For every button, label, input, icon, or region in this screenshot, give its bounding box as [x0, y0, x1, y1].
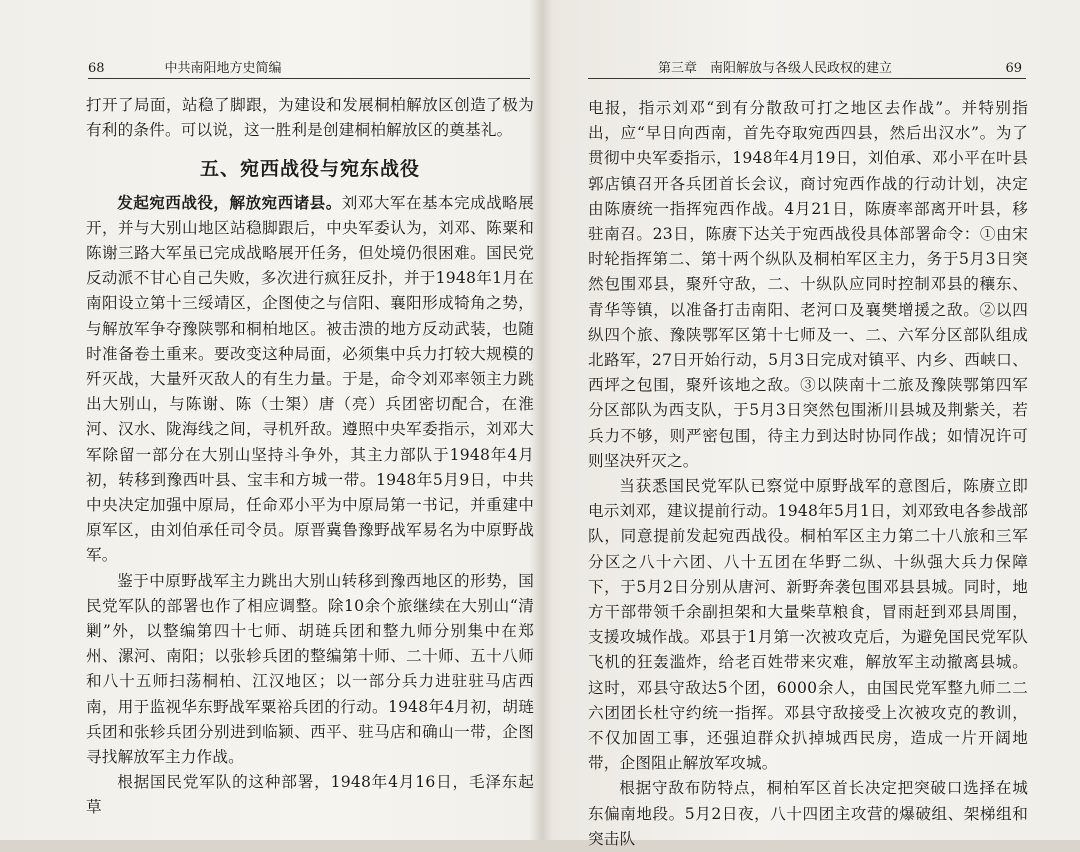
paragraph: 根据守敌布防特点，桐柏军区首长决定把突破口选择在城东偏南地段。5月2日夜，八十四团主攻营的爆破组、架梯组和突击队 — [588, 779, 1028, 848]
left-page-header — [88, 54, 530, 79]
right-page-header — [588, 54, 1026, 79]
right-page-number: 69 — [1005, 61, 1022, 76]
paragraph-lead-bold: 发起宛西战役，解放宛西诸县。 — [117, 193, 342, 212]
paragraph-text: 刘邓大军在基本完成战略展开，并与大别山地区站稳脚跟后，中央军委认为，刘邓、陈粟和陈谢三路大军虽已完成战略展开任务，但处境仍很困难。国民党反动派不甘心自己失败，多次进行疯狂反扑，并于1948年1月在南阳设立第十三绥靖区，企图使之与信阳、襄阳形成犄角之势，与解放军争夺豫陕鄂和桐柏地区。被击溃的地方反动武装，也随时准备卷土重来。要改变这种局面，必须集中兵力打较大规模的歼灭战，大量歼灭敌人的有生力量。于是，命令刘邓率领主力跳出大别山，与陈谢、陈（士榘）唐（亮）兵团密切配合，在淮河、汉水、陇海线之间，寻机歼敌。遵照中央军委指示，刘邓大军除留一部分在大别山坚持斗争外，其主力部队于1948年4月初，转移到豫西叶县、宝丰和方城一带。1948年5月9日，中共中央决定加强中原局，任命邓小平为中原局第一书记，并重建中原军区，由刘伯承任司令员。原晋冀鲁豫野战军易名为中原野战军。 — [86, 193, 534, 565]
paragraph: 根据国民党军队的这种部署，1948年4月16日，毛泽东起草 — [86, 773, 534, 817]
left-page-number: 68 — [88, 61, 105, 76]
paragraph-continued: 电报，指示刘邓“到有分散敌可打之地区去作战”。并特别指出，应“早日向西南，首先夺取宛西四县，然后出汉水”。为了贯彻中央军委指示，1948年4月19日，刘伯承、邓小平在叶县郭店镇召开各兵团首长会议，商讨宛西作战的行动计划，决定由陈赓统一指挥宛西作战。4月21日，陈赓率部离开叶县，移驻南召。23日，陈赓下达关于宛西战役具体部署命令：①由宋时轮指挥第二、第十两个纵队及桐柏军区主力，务于5月3日突然包围邓县，聚歼守敌，二、十纵队应同时控制邓县的穰东、青华等镇，以准备打击南阳、老河口及襄樊增援之敌。②以四纵四个旅、豫陕鄂军区第十七师及一、二、六军分区部队组成北路军，27日开始行动，5月3日完成对镇平、内乡、西峡口、西坪之包围，聚歼该地之敌。③以陕南十二旅及豫陕鄂第四军分区部队为西支队，于5月3日突然包围淅川县城及荆紫关，若兵力不够，则严密包围，待主力到达时协同作战；如情况许可则坚决歼灭之。 — [588, 99, 1028, 470]
paragraph-continued: 打开了局面，站稳了脚跟，为建设和发展桐柏解放区创造了极为有利的条件。可以说，这一胜利是创建桐柏解放区的奠基礼。 — [86, 96, 534, 140]
section-heading: 五、宛西战役与宛东战役 — [199, 158, 420, 181]
paragraph: 鉴于中原野战军主力跳出大别山转移到豫西地区的形势，国民党军队的部署也作了相应调整。除10余个旅继续在大别山“清剿”外，以整编第四十七师、胡琏兵团和整九师分别集中在郑州、漯河、南阳；以张轸兵团的整编第十师、二十师、五十八师和八十五师扫荡桐柏、江汉地区；以一部分兵力进驻驻马店西南，用于监视华东野战军粟裕兵团的行动。1948年4月初，胡琏兵团和张轸兵团分别进到临颍、西平、驻马店和确山一带，企图寻找解放军主力作战。 — [86, 571, 534, 767]
left-page-body — [86, 93, 534, 821]
paragraph — [86, 191, 534, 569]
left-page — [0, 0, 536, 840]
paragraph: 当获悉国民党军队已察觉中原野战军的意图后，陈赓立即电示刘邓，建议提前行动。1948年5月1日，刘邓致电各参战部队，同意提前发起宛西战役。桐柏军区主力第二十八旅和三军分区之八十六团、八十五团在华野二纵、十纵强大兵力保障下，于5月2日分别从唐河、新野奔袭包围邓县县城。同时，地方干部带领千余副担架和大量柴草粮食，冒雨赶到邓县周围，支援攻城作战。邓县于1月第一次被攻克后，为避免国民党军队飞机的狂轰滥炸，给老百姓带来灾难，解放军主动撤离县城。这时，邓县守敌达5个团，6000余人，由国民党军整九师二二六团团长杜守约统一指挥。邓县守敌接受上次被攻克的教训，不仅加固工事，还强迫群众扒掉城西民房，造成一片开阔地带，企图阻止解放军攻城。 — [588, 477, 1028, 773]
right-running-title: 第三章 南阳解放与各级人民政权的建立 — [658, 61, 893, 76]
right-page-body — [588, 96, 1028, 852]
right-page — [548, 0, 1080, 848]
left-running-title: 中共南阳地方史简编 — [164, 61, 282, 76]
